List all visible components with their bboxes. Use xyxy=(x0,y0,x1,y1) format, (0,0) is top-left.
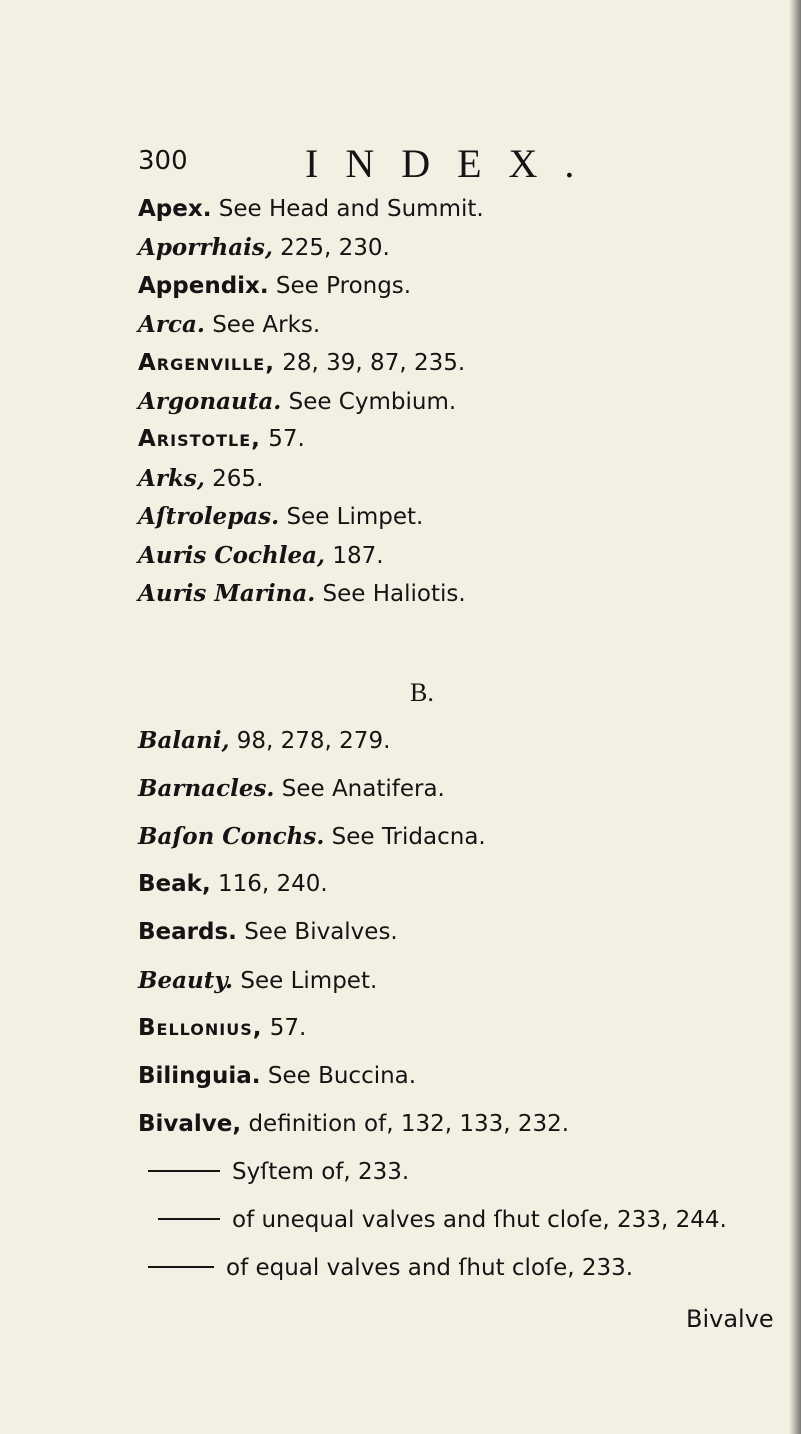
page-header xyxy=(138,140,602,190)
index-entry xyxy=(138,969,377,993)
entry-head: Bivalve, xyxy=(138,1111,242,1137)
page-edge-shadow xyxy=(789,0,801,1434)
page-number: 300 xyxy=(138,146,188,176)
entry-reference: 225, 230. xyxy=(272,235,390,261)
index-entry xyxy=(138,777,445,801)
index-entry xyxy=(138,582,466,606)
entry-reference: See Head and Summit. xyxy=(211,196,484,222)
index-entry xyxy=(138,236,390,260)
entry-reference: See Haliotis. xyxy=(315,581,466,607)
entry-reference: 265. xyxy=(204,466,264,492)
entry-reference: 57. xyxy=(260,426,305,452)
ditto-dash xyxy=(148,1266,214,1268)
index-entry xyxy=(138,544,384,568)
index-entry xyxy=(138,313,320,337)
catchword: Bivalve xyxy=(686,1305,774,1333)
index-entry xyxy=(138,505,423,529)
entry-reference: 57. xyxy=(262,1015,307,1041)
entry-head: Aporrhais, xyxy=(138,234,273,261)
entry-reference: See Tridacna. xyxy=(324,824,486,850)
index-entry xyxy=(138,729,390,753)
entry-head: Beauty. xyxy=(138,967,234,994)
entry-reference: See Limpet. xyxy=(233,968,378,994)
entry-reference: See Bivalves. xyxy=(236,919,398,945)
entry-head: Beards. xyxy=(138,919,237,945)
entry-head: Auris Cochlea, xyxy=(138,542,326,569)
index-entry xyxy=(138,352,465,375)
index-entry xyxy=(138,275,411,298)
entry-head: Bellonius, xyxy=(138,1015,263,1041)
entry-head: Argenville, xyxy=(138,350,275,376)
entry-reference: See Prongs. xyxy=(268,273,412,299)
running-title: INDEX. xyxy=(305,141,602,186)
entry-head: Arca. xyxy=(138,311,205,338)
index-entry xyxy=(138,428,305,451)
entry-reference: See Limpet. xyxy=(279,504,424,530)
index-sub-entry xyxy=(148,1257,633,1280)
ditto-dash xyxy=(158,1218,220,1220)
index-entry xyxy=(138,467,263,491)
entry-reference: 28, 39, 87, 235. xyxy=(274,350,466,376)
entry-head: Aristotle, xyxy=(138,426,261,452)
entry-head: Baſon Conchs. xyxy=(138,823,325,850)
index-entry xyxy=(138,921,398,944)
index-entry xyxy=(138,390,456,414)
entry-reference: 116, 240. xyxy=(210,871,328,897)
entry-head: Beak, xyxy=(138,871,211,897)
entry-reference: See Anatifera. xyxy=(274,776,445,802)
ditto-dash xyxy=(148,1170,220,1172)
index-entry xyxy=(138,1017,306,1040)
entry-reference: See Arks. xyxy=(204,312,321,338)
entry-head: Balani, xyxy=(138,727,230,754)
entry-head: Appendix. xyxy=(138,273,269,299)
index-sub-entry xyxy=(148,1161,409,1184)
entry-reference: See Buccina. xyxy=(260,1063,417,1089)
entry-head: Apex. xyxy=(138,196,212,222)
index-entry xyxy=(138,873,328,896)
entry-head: Arks, xyxy=(138,465,205,492)
entry-reference: definition of, 132, 133, 232. xyxy=(241,1111,570,1137)
sub-entry-text: Syſtem of, 233. xyxy=(232,1159,410,1185)
sub-entry-text: of equal valves and ſhut cloſe, 233. xyxy=(226,1255,634,1281)
sub-entry-text: of unequal valves and ſhut cloſe, 233, 244. xyxy=(232,1207,727,1233)
index-entry xyxy=(138,1113,569,1136)
entry-head: Aſtrolepas. xyxy=(138,503,280,530)
entry-reference: See Cymbium. xyxy=(281,389,457,415)
entry-head: Bilinguia. xyxy=(138,1063,261,1089)
section-letter: B. xyxy=(410,678,434,707)
entry-reference: 187. xyxy=(325,543,384,569)
index-sub-entry xyxy=(158,1209,727,1232)
index-entry xyxy=(138,198,484,221)
entry-head: Argonauta. xyxy=(138,388,282,415)
entry-head: Barnacles. xyxy=(138,775,275,802)
index-entry xyxy=(138,1065,416,1088)
entry-reference: 98, 278, 279. xyxy=(229,728,391,754)
index-entry xyxy=(138,825,486,849)
entry-head: Auris Marina. xyxy=(138,580,316,607)
